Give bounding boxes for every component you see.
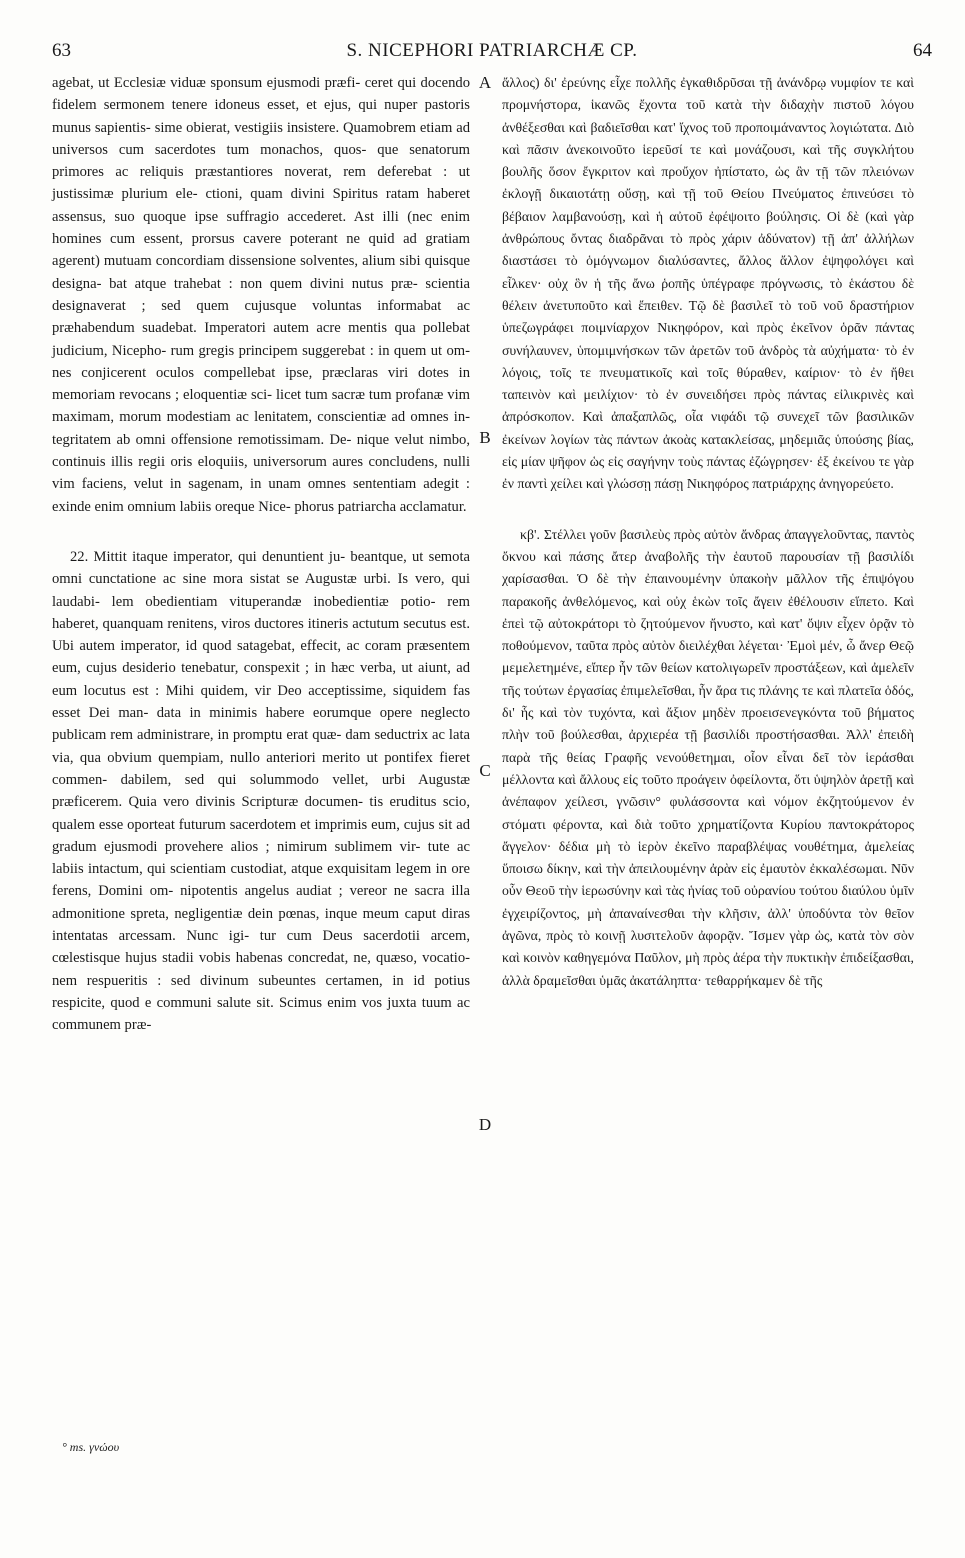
section-marker-a: A xyxy=(478,73,492,92)
latin-paragraph-1: agebat, ut Ecclesiæ viduæ sponsum ejusmodi præfi- ceret qui docendo fidelem sermonem tenere idoneus esset, et ejus, qui nuper pastoris munus sapientis- sime obierat, vestigiis insistere. Quamobrem etiam ad universos cum sacerdotes tum monachos, quos- que senatorum primores ac reliquis præstantiores noverat, rem deferebat : ut justissimæ plurium ele- ctioni, quam divini Spiritus ratam haberet assensus, suo quoque ipse suffragio accederet. Ast illi (nec enim homines cum essent, prorsus cavere poterant ne quid ad gratiam agerent) mutuam concordiam dissensione solventes, alium sibi quisque designa- bat atque trahebat : non quem divini nutus præ- scientia designaverat ; sed quem cujusque voluntas informabat ac præhabendum suadebat. Imperatori autem acre mentis qua pollebat judicium, Nicepho- rum gregis principem suggerebat : in quem ut om- nes conjicerent oculos compellebat ipse, præclaras viri dotes in memoriam revocans ; eloquentiæ sci- licet tum sacræ tum profanæ vim maximam, morum modestiam ac lenitatem, conscientiæ ad omnes in- tegritatem ab omni offensione remotissimam. De- nique velut nimbo, continuis illis regii oris eloquiis, universorum aures concludens, nulli vim faciens, velut in sagenam, in unam omnes sententiam adegit : exinde enim omnium labiis oreque Nice- phorus patriarcha acclamatur. xyxy=(52,75,470,515)
section-marker-b: B xyxy=(479,428,491,447)
section-marker-d: D xyxy=(478,1115,492,1134)
page-number-left: 63 xyxy=(52,40,71,61)
latin-paragraph-2: 22. Mittit itaque imperator, qui denuntient ju- beantque, ut semota omni cunctatione ac sine mora sistat se Augustæ urbi. Is vero, qui laudabi- lem obedientiam vituperandæ inobedientiæ potio- rem haberet, quanquam renitens, viros ductores itineris actutum secutus est. Ubi autem imperator, id quod satagebat, effecit, ac coram præsentem eum, cujus desiderio tenebatur, conspexit ; in hæc verba, ut aiunt, ad eum locutus est : Mihi quidem, vir Deo acceptissime, siquidem fas esset Dei man- data in minimis habere eorumque opere neglecto publicam rem administrare, in promptu erat quæ- dam seductrix ac lata via, qua obvium quempiam, nullo anteriori merito ut pontifex fieret commen- dabilem, sed qui solummodo vellet, urbi Augustæ præficerem. Quia vero divinis Scripturæ documen- tis eruditus scio, qualem esse oporteat futurum sacerdotem et imprimis eum, cujus sit ad gradum ejusmodi provehere alios ; nimirum sublimem vir- tute ac labiis intactum, qui scientiam custodiat, atque exquisitam legem in ore ferens, Domini om- nipotentis angelus audiat ; vereor ne sacra illa admonitione spreta, negligentiæ dein pœnas, inque meum caput diras intentatas arcessam. Nunc igi- tur cum Deus sacerdotii arcem, cœlestisque hujus stadii vobis habenas concredat, ne, quæso, vocatio- nem respueritis : sed divinum subeuntes certamen, in id potius respicite, quod e communi salute sit. Scimus enim vos juxta tuum ac communem præ- xyxy=(52,548,470,1034)
section-marker-c: C xyxy=(479,761,491,780)
page-header xyxy=(52,40,932,66)
latin-column xyxy=(52,72,470,1036)
page-number-right: 64 xyxy=(913,40,932,61)
running-title: S. NICEPHORI PATRIARCHÆ CP. xyxy=(346,40,638,61)
greek-paragraph-1: ἄλλος) δι' ἐρεύνης εἶχε πολλῆς ἐγκαθιδρῦσαι τῇ ἀνάνδρῳ νυμφίον τε καὶ προμνήστορα, ἱκανῶς ἔχοντα τοῦ κατὰ τὴν διδαχὴν πιστοῦ λόγου ἀνθέξεσθαι καὶ βαδιεῖσθαι κατ' ἴχνος τοῦ προποιμάναντος λογιώτατα. Διὸ καὶ πᾶσιν ἀνεκοινοῦτο ἱερεῦσί τε καὶ μονάζουσι, καὶ τῆς συγκλήτου βουλῆς ὅσον ἔγκριτον καὶ προὔχον ἠπίστατο, ὡς ἂν τῇ τῶν πλειόνων ἐκλογῇ δικαιοτάτῃ οὔσῃ, καὶ τῇ τοῦ Θείου Πνεύματος ἐπινεύσει τὸ βέβαιον λαμβανούσῃ, καὶ ἡ αὐτοῦ ἐφέψοιτο βούλησις. Οἱ δὲ (καὶ γὰρ ἀνθρώπους ὄντας διαδρᾶναι τὸ πρὸς χάριν ἀδύνατον) τῇ ἀπ' ἀλλήλων διαστάσει τὸ ὁμόγνωμον διαλύσαντες, ἄλλος ἄλλον ἐψηφολόγει καὶ εἷλκεν· οὐχ ὃν ἡ τῆς ἄνω ῥοπῆς ὑπέγραφε πρόγνωσις, τὸ ἑκάστου δὲ θέλειν ἀνετυποῦτο καὶ ἔπειθεν. Τῷ δὲ βασιλεῖ τὸ τοῦ νοῦ δραστήριον ὑπεζωγράφει ποιμνίαρχον Νικηφόρον, καὶ πρὸς ἐκεῖνον ὁρᾶν πάντας συνήλαυνεν, ὑπομιμνήσκων τῶν ἀρετῶν τοῦ ἀνδρὸς τὰ αὐχήματα· τὸ ἐν λόγοις, τοῖς τε πνευματικοῖς καὶ τοῖς θύραθεν, καίριον· τὸ ἐν ἤθει ταπεινὸν καὶ μειλίχιον· τὸ ἐν συνειδήσει πρὸς πάντας εἰλικρινὲς καὶ ἀπρόσκοπον. Καὶ ἀπαξαπλῶς, οἷα νιφάδι τῷ συνεχεῖ τῶν βασιλικῶν ἐκείνων λογίων τὰς πάντων ἀκοὰς κατακλείσας, μηδεμιᾶς ὑπούσης βίας, εἰς μίαν ψῆφον ὡς εἰς σαγήνην τοὺς πάντας ἐζώγρησεν· ἐξ ἐκείνου τε γὰρ ἐν παντὶ χείλει καὶ γλώσσῃ πάσῃ Νικηφόρος πατριάρχης ἀνηγορεύετο. xyxy=(502,75,914,492)
greek-paragraph-2: κβ'. Στέλλει γοῦν βασιλεὺς πρὸς αὐτὸν ἄνδρας ἀπαγγελοῦντας, παντὸς ὄκνου καὶ πάσης ἄτερ ἀναβολῆς τὴν ἑαυτοῦ παρουσίαν τῇ βασιλίδι χαρίσασθαι. Ὁ δὲ τὴν ἐπαινουμένην ὑπακοὴν μᾶλλον τῆς ἐπιψόγου παρακοῆς ἀνθελόμενος, καὶ οὐχ ἑκὼν τοῖς ἄγειν ἐθέλουσιν εἵπετο. Καὶ ἐπεὶ τῷ αὐτοκράτορι τὸ ζητούμενον ἤνυστο, καὶ κατ' ὄψιν εἶχεν ὁρᾷν τὸ ποθούμενον, ταῦτα πρὸς αὐτὸν διειλέχθαι λέγεται· Ἐμοὶ μέν, ὦ ἄνερ Θεῷ μεμελετημένε, εἴπερ ἦν τῶν θείων κατολιγωρεῖν προστάξεων, καὶ ἀμελεῖν τῆς τούτων ἐργασίας ἐπιμελεῖσθαι, ἦν ἄρα τις πλάνης τε καὶ πλατεῖα ὁδός, δι' ἧς καὶ τὸν τυχόντα, καὶ ἄξιον μηδὲν προεισενεγκόντα τοῦ βήματος πλὴν τοῦ βούλεσθαι, ἀρχιερέα τῇ βασιλίδι προστήσασθαι. Ἀλλ' ἐπειδὴ παρὰ τῆς θείας Γραφῆς νενούθετημαι, οἷον εἶναι δεῖ τὸν ἱεράσθαι μέλλοντα καὶ ἄλλους εἰς τοῦτο προάγειν ὀφείλοντα, ὅτι ὑψηλὸν ἀρετῇ καὶ ἀνέπαφον χείλεσι, γνῶσιν° φυλάσσοντα καὶ νόμον ἐκζητούμενον ἐν στόματι φέροντα, καὶ διὰ τοῦτο χρηματίζοντα Κυρίου παντοκράτορος ἄγγελον· δέδια μὴ τὸ ἱερὸν ἐκεῖνο παραβλέψας νουθέτημα, ἀμελείας ὕποισω δίκην, καὶ τὴν ἀπειλουμένην ἀρὰν εἰς ἐμαυτὸν ἐκκαλέσωμαι. Νῦν οὖν Θεοῦ τὴν ἱερωσύνην καὶ τὰς ἡνίας τοῦ οὐρανίου τούτου διαύλου ὑμῖν ἐγχειρίζοντος, μὴ ἀπαναίνεσθαι τὴν κλῆσιν, ἀλλ' ὑποδύντα τὸν θεῖον ἀγῶνα, πρὸς τὸ κοινῇ λυσιτελοῦν ἀφορᾷν. Ἴσμεν γὰρ ὡς, κατὰ τὸν σὸν καὶ κοινὸν καθηγεμόνα Παῦλον, μὴ πρὸς ἀέρα τὴν πυκτικὴν ἐπιδείξασθαι, ἀλλὰ δραμεῖσθαι ὑμᾶς ἀκατάληπτα· τεθαρρήκαμεν δὲ τῆς xyxy=(502,526,914,988)
footnote: ° ms. γνώου xyxy=(62,1440,120,1454)
greek-column xyxy=(502,72,914,992)
